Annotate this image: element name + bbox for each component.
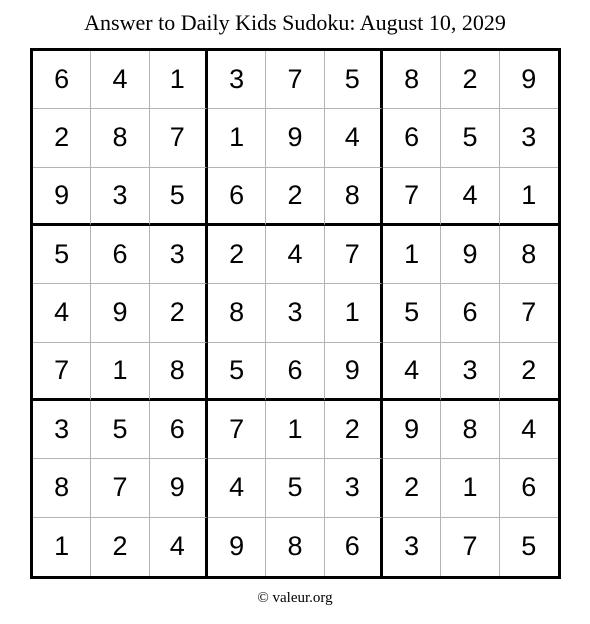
sudoku-cell: 5 [441,109,499,167]
sudoku-cell: 4 [325,109,383,167]
sudoku-cell: 2 [33,109,91,167]
sudoku-cell: 5 [208,343,266,401]
sudoku-cell: 6 [383,109,441,167]
sudoku-cell: 6 [91,226,149,284]
sudoku-cell: 3 [500,109,558,167]
sudoku-cell: 9 [91,284,149,342]
sudoku-cell: 5 [521,531,537,562]
sudoku-cell: 5 [91,401,149,459]
sudoku-cell: 9 [208,518,266,576]
sudoku-cell: 6 [500,459,558,517]
sudoku-cell: 7 [383,168,441,226]
sudoku-cell: 2 [383,459,441,517]
sudoku-cell: 1 [150,51,208,109]
sudoku-cell: 8 [441,401,499,459]
sudoku-cell: 9 [325,343,383,401]
sudoku-cell: 2 [208,226,266,284]
page-title: Answer to Daily Kids Sudoku: August 10, 2029 [84,10,506,35]
sudoku-cell: 3 [325,459,383,517]
sudoku-cell: 4 [150,518,208,576]
sudoku-cell: 2 [266,168,324,226]
sudoku-cell: 6 [208,168,266,226]
sudoku-cell: 7 [325,226,383,284]
sudoku-cell: 7 [266,51,324,109]
sudoku-cell: 4 [91,51,149,109]
sudoku-cell: 1 [383,226,441,284]
sudoku-cell: 6 [325,518,383,576]
sudoku-cell: 9 [266,109,324,167]
sudoku-cell: 5 [33,226,91,284]
sudoku-cell: 8 [266,518,324,576]
sudoku-cell: 8 [91,109,149,167]
sudoku-cell: 1 [208,109,266,167]
sudoku-cell: 6 [266,343,324,401]
sudoku-cell: 4 [208,459,266,517]
sudoku-cell: 2 [91,518,149,576]
sudoku-cell: 5 [150,168,208,226]
sudoku-cell: 1 [91,343,149,401]
sudoku-cell: 3 [33,401,91,459]
sudoku-cell: 3 [150,226,208,284]
sudoku-cell: 6 [33,51,91,109]
sudoku-cell: 3 [208,51,266,109]
sudoku-cell: 5 [383,284,441,342]
sudoku-grid [30,48,561,579]
sudoku-cell: 7 [500,284,558,342]
sudoku-cell: 9 [150,459,208,517]
sudoku-cell: 3 [266,284,324,342]
sudoku-cell: 9 [383,401,441,459]
sudoku-cell: 4 [441,168,499,226]
sudoku-cell: 3 [441,343,499,401]
sudoku-cell: 7 [33,343,91,401]
sudoku-cell: 2 [325,401,383,459]
sudoku-cell: 2 [441,51,499,109]
sudoku-cell: 1 [33,518,91,576]
sudoku-cell: 1 [266,401,324,459]
footer-credit: © valeur.org [257,590,333,606]
sudoku-cell: 2 [150,284,208,342]
sudoku-cell: 9 [33,168,91,226]
sudoku-cell: 8 [383,51,441,109]
sudoku-cell: 6 [441,284,499,342]
sudoku-cell: 8 [150,343,208,401]
sudoku-cell: 7 [208,401,266,459]
sudoku-cell: 1 [325,284,383,342]
sudoku-cell: 8 [33,459,91,517]
sudoku-cell: 3 [91,168,149,226]
sudoku-cell: 8 [500,226,558,284]
sudoku-cell: 4 [383,343,441,401]
sudoku-cell: 2 [500,343,558,401]
sudoku-cell: 5 [325,51,383,109]
sudoku-cell: 9 [500,51,558,109]
sudoku-cell: 4 [33,284,91,342]
sudoku-cell: 4 [266,226,324,284]
sudoku-cell: 6 [150,401,208,459]
sudoku-cell: 7 [150,109,208,167]
sudoku-cell: 1 [500,168,558,226]
sudoku-cell: 9 [441,226,499,284]
sudoku-cell: 3 [383,518,441,576]
sudoku-cell: 8 [325,168,383,226]
sudoku-cell: 8 [208,284,266,342]
sudoku-cell: 5 [266,459,324,517]
sudoku-cell: 1 [441,459,499,517]
sudoku-cell: 4 [500,401,558,459]
sudoku-cell: 7 [441,518,499,576]
sudoku-cell: 7 [91,459,149,517]
